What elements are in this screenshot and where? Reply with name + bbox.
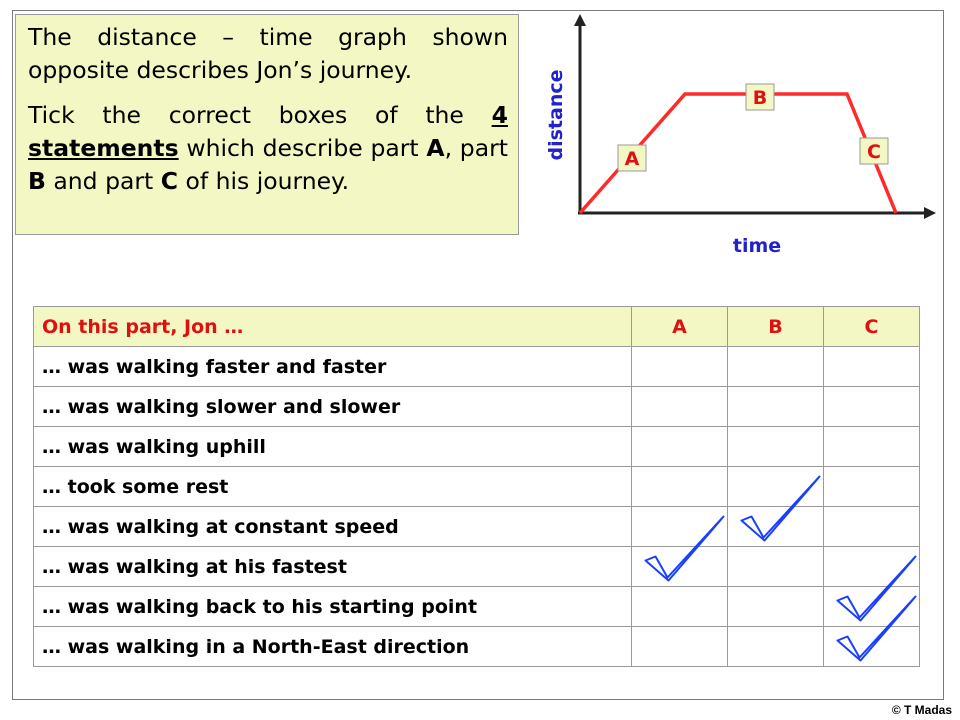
header-col-c: C [824, 307, 920, 347]
intro-paragraph: The distance – time graph shown opposite describes Jon’s journey. [28, 23, 508, 84]
instruction-part-c: C [160, 167, 178, 195]
checkbox-a[interactable] [632, 627, 728, 667]
table-row [34, 627, 920, 667]
statement-text: … was walking faster and faster [34, 347, 632, 387]
statement-text: … was walking at his fastest [34, 547, 632, 587]
checkbox-a[interactable] [632, 427, 728, 467]
checkbox-b[interactable] [728, 387, 824, 427]
checkbox-a[interactable] [632, 387, 728, 427]
statement-text: … was walking in a North-East direction [34, 627, 632, 667]
header-col-a: A [632, 307, 728, 347]
table-row [34, 547, 920, 587]
header-col-b: B [728, 307, 824, 347]
part-b-text: B [752, 87, 768, 109]
copyright-notice: © T Madas [891, 703, 952, 717]
instruction-text-2: which describe part [178, 134, 427, 162]
checkbox-b[interactable] [728, 547, 824, 587]
statements-table [33, 306, 920, 667]
table-row [34, 507, 920, 547]
part-b-label [746, 84, 774, 110]
checkbox-a[interactable] [632, 547, 728, 587]
statement-text: … was walking back to his starting point [34, 587, 632, 627]
statement-text: … was walking uphill [34, 427, 632, 467]
instruction-paragraph [28, 99, 508, 198]
x-axis-arrow-icon [924, 207, 936, 219]
checkbox-b[interactable] [728, 347, 824, 387]
y-axis-arrow-icon [574, 14, 586, 26]
checkbox-c[interactable] [824, 587, 920, 627]
table-header-row [34, 307, 920, 347]
instruction-panel [15, 14, 519, 235]
part-c-text: C [867, 141, 881, 163]
statement-text: … was walking at constant speed [34, 507, 632, 547]
checkbox-c[interactable] [824, 427, 920, 467]
checkbox-b[interactable] [728, 627, 824, 667]
checkbox-a[interactable] [632, 347, 728, 387]
checkbox-b[interactable] [728, 467, 824, 507]
checkbox-b[interactable] [728, 427, 824, 467]
table-row [34, 387, 920, 427]
instruction-text-1: Tick the correct boxes of the [28, 101, 492, 129]
checkbox-c[interactable] [824, 467, 920, 507]
table-row [34, 587, 920, 627]
y-axis-label: distance [545, 69, 567, 161]
instruction-part-b: B [28, 167, 46, 195]
x-axis-label: time [732, 235, 782, 257]
checkbox-c[interactable] [824, 547, 920, 587]
header-statement: On this part, Jon … [34, 307, 632, 347]
part-c-label [860, 138, 888, 164]
instruction-part-a: A [426, 134, 445, 162]
instruction-text-4: and part [45, 167, 161, 195]
checkbox-a[interactable] [632, 507, 728, 547]
checkbox-b[interactable] [728, 507, 824, 547]
checkbox-b[interactable] [728, 587, 824, 627]
checkbox-c[interactable] [824, 507, 920, 547]
checkbox-a[interactable] [632, 467, 728, 507]
checkbox-c[interactable] [824, 347, 920, 387]
instruction-text-5: of his journey. [178, 167, 350, 195]
table-row [34, 427, 920, 467]
checkbox-a[interactable] [632, 587, 728, 627]
instruction-text-3: , part [444, 134, 508, 162]
checkbox-c[interactable] [824, 627, 920, 667]
statement-text: … took some rest [34, 467, 632, 507]
part-a-text: A [624, 148, 640, 170]
table-row [34, 347, 920, 387]
part-a-label [618, 145, 646, 171]
instruction-emphasis: 4 statements [28, 101, 508, 162]
statement-text: … was walking slower and slower [34, 387, 632, 427]
distance-time-graph [520, 12, 940, 262]
table-row [34, 467, 920, 507]
checkbox-c[interactable] [824, 387, 920, 427]
